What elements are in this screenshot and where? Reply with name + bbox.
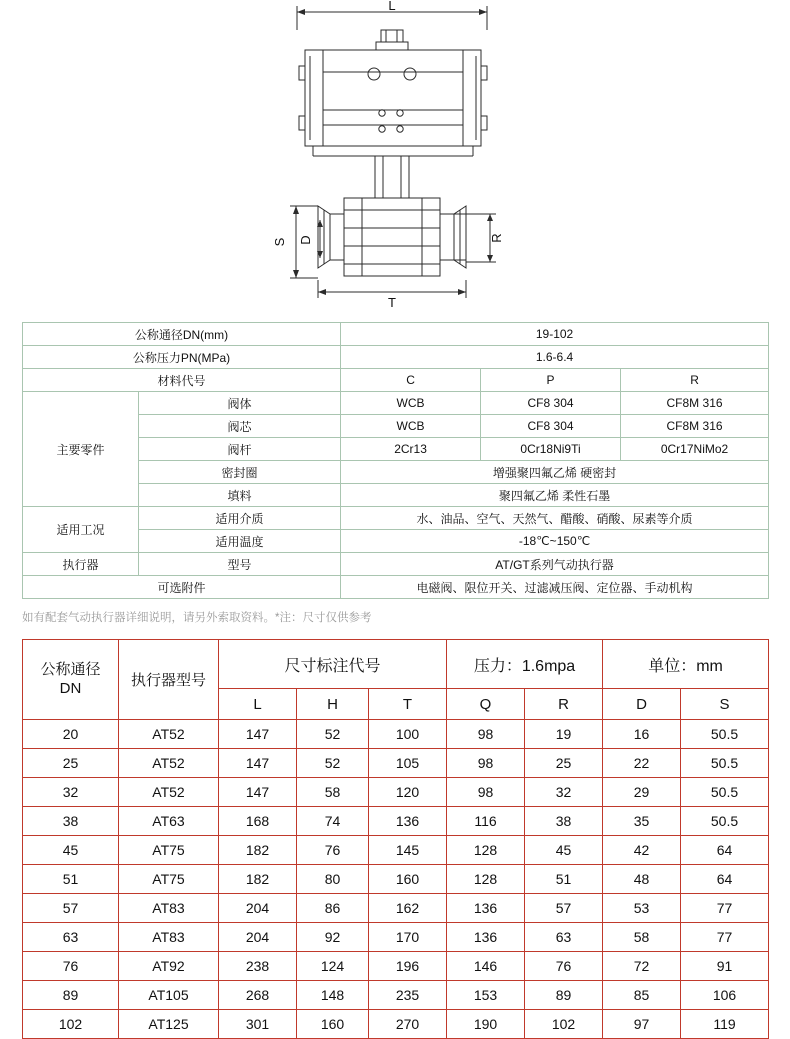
cell-D: 35 [603, 807, 681, 836]
cell-R: 32 [525, 778, 603, 807]
cell-S: 50.5 [681, 807, 769, 836]
cell-model: AT105 [119, 981, 219, 1010]
table-row [23, 952, 769, 981]
spec-label-dn: 公称通径DN(mm) [23, 323, 341, 346]
cell-L: 147 [219, 720, 297, 749]
condition-value: 水、油品、空气、天然气、醋酸、硝酸、尿素等介质 [341, 507, 769, 530]
spec-value-optional: 电磁阀、限位开关、过滤减压阀、定位器、手动机构 [341, 576, 769, 599]
part-value-p: 0Cr18Ni9Ti [481, 438, 621, 461]
cell-Q: 98 [447, 778, 525, 807]
cell-dn: 89 [23, 981, 119, 1010]
table-row [23, 807, 769, 836]
part-name: 阀杆 [139, 438, 341, 461]
cell-dn: 25 [23, 749, 119, 778]
cell-R: 63 [525, 923, 603, 952]
cell-S: 119 [681, 1010, 769, 1039]
cell-model: AT92 [119, 952, 219, 981]
cell-H: 76 [297, 836, 369, 865]
cell-S: 77 [681, 923, 769, 952]
table-row [23, 894, 769, 923]
cell-Q: 190 [447, 1010, 525, 1039]
cell-H: 92 [297, 923, 369, 952]
dim-col-D: D [603, 689, 681, 720]
cell-model: AT52 [119, 720, 219, 749]
cell-model: AT83 [119, 923, 219, 952]
spec-value-dn: 19-102 [341, 323, 769, 346]
cell-D: 85 [603, 981, 681, 1010]
spec-label-pn: 公称压力PN(MPa) [23, 346, 341, 369]
cell-Q: 116 [447, 807, 525, 836]
dim-label-T: T [388, 295, 396, 310]
part-value-c: WCB [341, 415, 481, 438]
table-row [23, 1010, 769, 1039]
cell-model: AT83 [119, 894, 219, 923]
table-row [23, 507, 769, 530]
cell-L: 204 [219, 923, 297, 952]
condition-name: 适用温度 [139, 530, 341, 553]
cell-S: 50.5 [681, 749, 769, 778]
cell-T: 105 [369, 749, 447, 778]
cell-L: 301 [219, 1010, 297, 1039]
table-row [23, 923, 769, 952]
cell-S: 64 [681, 836, 769, 865]
cell-H: 86 [297, 894, 369, 923]
spec-value-pn: 1.6-6.4 [341, 346, 769, 369]
cell-D: 29 [603, 778, 681, 807]
spec-group-conditions: 适用工况 [23, 507, 139, 553]
part-name: 密封圈 [139, 461, 341, 484]
cell-T: 100 [369, 720, 447, 749]
dim-col-R: R [525, 689, 603, 720]
part-value-r: 0Cr17NiMo2 [621, 438, 769, 461]
cell-T: 196 [369, 952, 447, 981]
cell-S: 64 [681, 865, 769, 894]
cell-T: 160 [369, 865, 447, 894]
cell-H: 160 [297, 1010, 369, 1039]
dim-label-L: L [388, 0, 396, 13]
cell-model: AT75 [119, 865, 219, 894]
cell-L: 204 [219, 894, 297, 923]
cell-L: 268 [219, 981, 297, 1010]
cell-model: AT52 [119, 749, 219, 778]
cell-dn: 38 [23, 807, 119, 836]
table-row [23, 392, 769, 415]
cell-model: AT75 [119, 836, 219, 865]
part-value-c: WCB [341, 392, 481, 415]
cell-T: 136 [369, 807, 447, 836]
dim-header-dn-line1: 公称通径 [40, 660, 101, 678]
disclaimer-note: 如有配套气动执行器详细说明，请另外索取资料。*注：尺寸仅供参考 [22, 612, 372, 624]
table-row [23, 553, 769, 576]
cell-dn: 45 [23, 836, 119, 865]
dim-header-pressure: 压力：1.6mpa [447, 640, 603, 689]
cell-L: 147 [219, 749, 297, 778]
cell-Q: 136 [447, 923, 525, 952]
spec-label-material-code: 材料代号 [23, 369, 341, 392]
cell-D: 16 [603, 720, 681, 749]
part-name: 阀芯 [139, 415, 341, 438]
actuator-name: 型号 [139, 553, 341, 576]
cell-R: 38 [525, 807, 603, 836]
valve-technical-drawing [0, 0, 790, 322]
dim-col-T: T [369, 689, 447, 720]
table-row [23, 369, 769, 392]
table-row [23, 749, 769, 778]
cell-L: 182 [219, 836, 297, 865]
cell-R: 51 [525, 865, 603, 894]
cell-D: 22 [603, 749, 681, 778]
cell-R: 89 [525, 981, 603, 1010]
cell-H: 58 [297, 778, 369, 807]
table-row [23, 836, 769, 865]
dim-col-L: L [219, 689, 297, 720]
condition-value: -18℃~150℃ [341, 530, 769, 553]
cell-dn: 102 [23, 1010, 119, 1039]
dim-header-unit: 单位：mm [603, 640, 769, 689]
cell-dn: 20 [23, 720, 119, 749]
cell-D: 48 [603, 865, 681, 894]
spec-group-main-parts: 主要零件 [23, 392, 139, 507]
cell-L: 168 [219, 807, 297, 836]
part-name: 阀体 [139, 392, 341, 415]
cell-Q: 98 [447, 749, 525, 778]
cell-D: 58 [603, 923, 681, 952]
cell-S: 106 [681, 981, 769, 1010]
cell-Q: 98 [447, 720, 525, 749]
cell-Q: 146 [447, 952, 525, 981]
cell-R: 45 [525, 836, 603, 865]
part-value-p: CF8 304 [481, 392, 621, 415]
cell-S: 91 [681, 952, 769, 981]
cell-T: 162 [369, 894, 447, 923]
part-name: 填料 [139, 484, 341, 507]
table-row [23, 865, 769, 894]
dim-header-dn-line2: DN [59, 679, 82, 697]
part-value-span: 聚四氟乙烯 柔性石墨 [341, 484, 769, 507]
dim-col-Q: Q [447, 689, 525, 720]
cell-H: 52 [297, 749, 369, 778]
material-code-p: P [481, 369, 621, 392]
cell-Q: 128 [447, 836, 525, 865]
cell-R: 102 [525, 1010, 603, 1039]
cell-T: 145 [369, 836, 447, 865]
table-row [23, 981, 769, 1010]
cell-model: AT63 [119, 807, 219, 836]
cell-S: 50.5 [681, 720, 769, 749]
cell-H: 52 [297, 720, 369, 749]
cell-dn: 51 [23, 865, 119, 894]
table-row [23, 720, 769, 749]
cell-model: AT125 [119, 1010, 219, 1039]
dim-header-dn [23, 640, 119, 720]
cell-T: 120 [369, 778, 447, 807]
specification-table-container [0, 322, 790, 599]
cell-T: 170 [369, 923, 447, 952]
spec-label-optional: 可选附件 [23, 576, 341, 599]
cell-D: 42 [603, 836, 681, 865]
cell-H: 74 [297, 807, 369, 836]
cell-Q: 153 [447, 981, 525, 1010]
table-row [23, 323, 769, 346]
cell-L: 182 [219, 865, 297, 894]
table-row [23, 778, 769, 807]
part-value-p: CF8 304 [481, 415, 621, 438]
cell-dn: 57 [23, 894, 119, 923]
dimension-header-row [23, 640, 769, 689]
dim-col-H: H [297, 689, 369, 720]
cell-R: 57 [525, 894, 603, 923]
cell-H: 148 [297, 981, 369, 1010]
table-row [23, 346, 769, 369]
cell-R: 19 [525, 720, 603, 749]
product-drawing [0, 0, 790, 322]
specification-table [22, 322, 769, 599]
material-code-r: R [621, 369, 769, 392]
cell-D: 97 [603, 1010, 681, 1039]
cell-L: 238 [219, 952, 297, 981]
part-value-c: 2Cr13 [341, 438, 481, 461]
cell-dn: 76 [23, 952, 119, 981]
cell-dn: 32 [23, 778, 119, 807]
dim-col-S: S [681, 689, 769, 720]
cell-S: 77 [681, 894, 769, 923]
cell-Q: 136 [447, 894, 525, 923]
dim-label-S: S [272, 237, 287, 247]
part-value-r: CF8M 316 [621, 415, 769, 438]
cell-R: 25 [525, 749, 603, 778]
cell-T: 270 [369, 1010, 447, 1039]
cell-R: 76 [525, 952, 603, 981]
actuator-value: AT/GT系列气动执行器 [341, 553, 769, 576]
part-value-span: 增强聚四氟乙烯 硬密封 [341, 461, 769, 484]
cell-S: 50.5 [681, 778, 769, 807]
cell-D: 72 [603, 952, 681, 981]
spec-group-actuator: 执行器 [23, 553, 139, 576]
dimension-table [22, 639, 769, 1039]
cell-dn: 63 [23, 923, 119, 952]
part-value-r: CF8M 316 [621, 392, 769, 415]
condition-name: 适用介质 [139, 507, 341, 530]
cell-D: 53 [603, 894, 681, 923]
cell-Q: 128 [447, 865, 525, 894]
cell-L: 147 [219, 778, 297, 807]
dim-header-actuator-model: 执行器型号 [119, 640, 219, 720]
dim-label-R: R [489, 233, 504, 243]
cell-T: 235 [369, 981, 447, 1010]
cell-H: 124 [297, 952, 369, 981]
dimension-table-container [0, 625, 790, 1039]
cell-model: AT52 [119, 778, 219, 807]
dim-header-code: 尺寸标注代号 [219, 640, 447, 689]
cell-H: 80 [297, 865, 369, 894]
material-code-c: C [341, 369, 481, 392]
table-row [23, 576, 769, 599]
dim-label-D: D [298, 235, 313, 245]
